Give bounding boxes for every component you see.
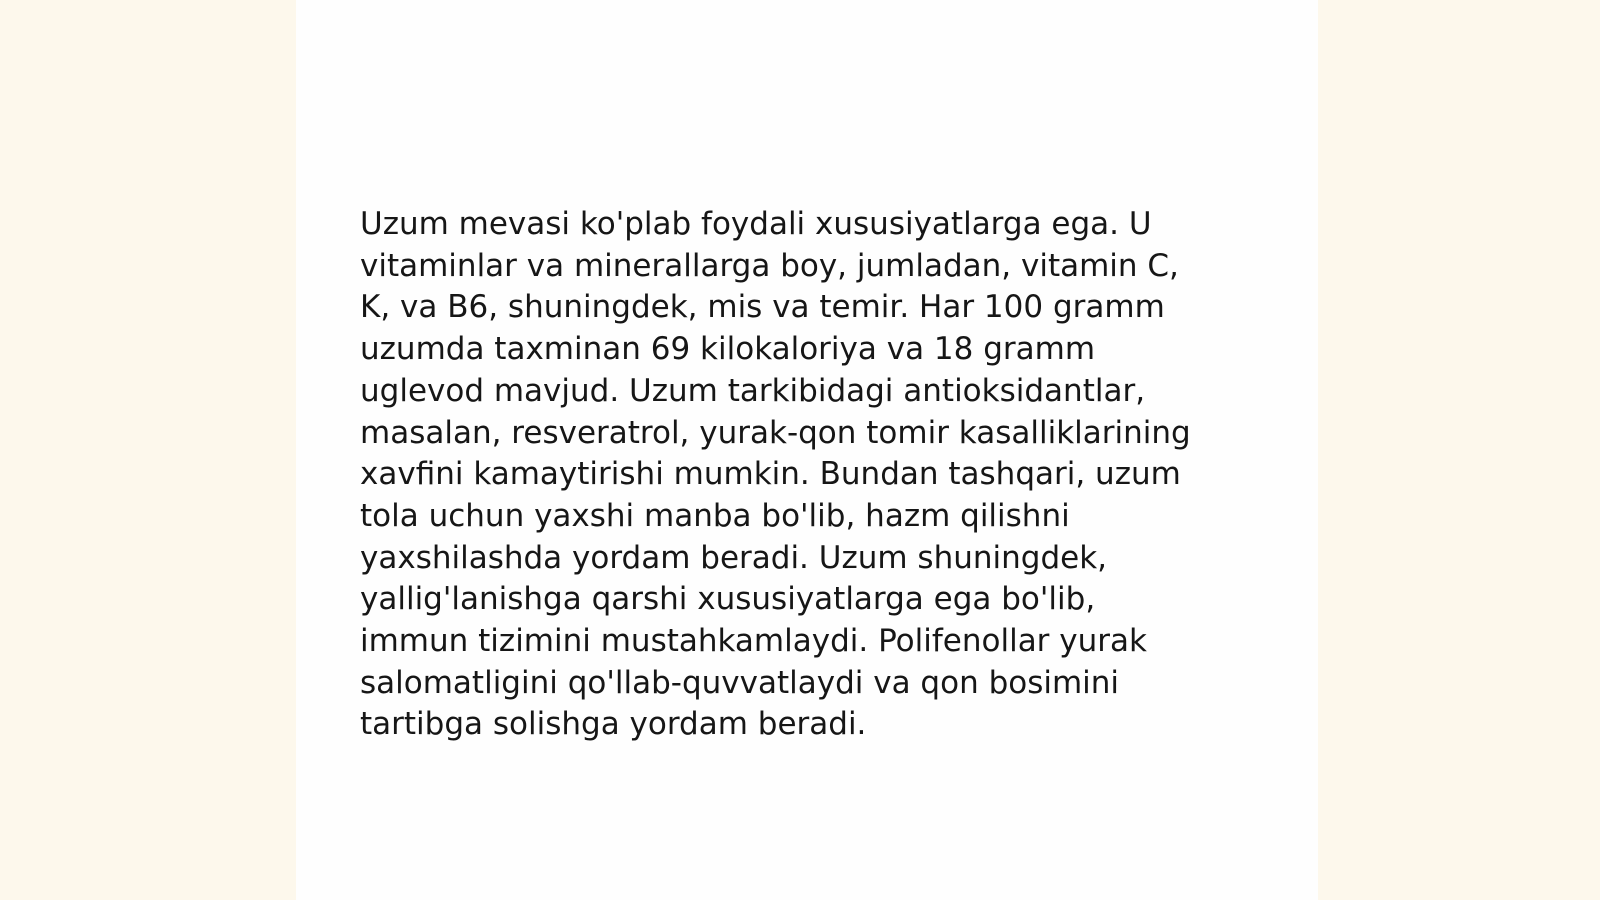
document-page	[296, 0, 1318, 900]
text-line: yaxshilashda yordam beradi. Uzum shuningdek,	[360, 539, 1108, 576]
text-line: xavfini kamaytirishi mumkin. Bundan tashqari, uzum	[360, 456, 1181, 493]
text-line: K, va B6, shuningdek, mis va temir. Har 100 gramm	[360, 289, 1165, 326]
body-paragraph	[360, 204, 1240, 746]
text-line: yallig'lanishga qarshi xususiyatlarga ega bo'lib,	[360, 581, 1096, 618]
text-line: uglevod mavjud. Uzum tarkibidagi antioksidantlar,	[360, 372, 1146, 409]
text-line: tola uchun yaxshi manba bo'lib, hazm qilishni	[360, 497, 1070, 534]
right-margin	[1318, 0, 1600, 900]
text-line: immun tizimini mustahkamlaydi. Polifenollar yurak	[360, 623, 1147, 660]
text-line: Uzum mevasi ko'plab foydali xususiyatlarga ega. U	[360, 206, 1152, 242]
text-line: salomatligini qo'llab-quvvatlaydi va qon bosimini	[360, 664, 1120, 701]
text-line: masalan, resveratrol, yurak-qon tomir kasalliklarining	[360, 414, 1191, 451]
text-line: uzumda taxminan 69 kilokaloriya va 18 gramm	[360, 331, 1096, 368]
text-line: vitaminlar va minerallarga boy, jumladan, vitamin C,	[360, 247, 1179, 284]
left-margin	[0, 0, 296, 900]
text-line: tartibga solishga yordam beradi.	[360, 706, 867, 743]
